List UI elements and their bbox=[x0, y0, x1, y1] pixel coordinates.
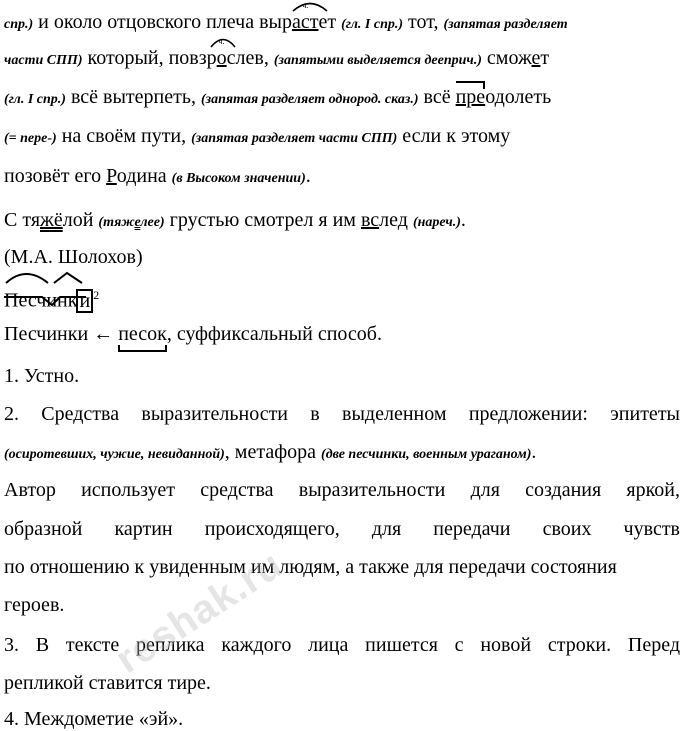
item-3-line-2 bbox=[4, 671, 680, 695]
derivation-line bbox=[4, 322, 680, 346]
text-run: лой bbox=[62, 209, 99, 231]
grammar-note: (гл. I спр.) bbox=[4, 92, 66, 107]
morpheme-word bbox=[4, 283, 99, 313]
grammar-note: (нареч.) bbox=[412, 215, 461, 230]
item-2-line-2 bbox=[4, 440, 680, 467]
prefix-mark: пре bbox=[455, 86, 486, 108]
root-suffix-arc-icon bbox=[4, 269, 96, 289]
ending-box: и bbox=[76, 289, 93, 313]
underlined-letter: е bbox=[531, 47, 541, 69]
text-line-2 bbox=[4, 37, 680, 73]
alternation-mark: ч. bbox=[302, 1, 309, 10]
text-run: всё bbox=[418, 86, 456, 108]
item-2-line-5 bbox=[4, 555, 680, 579]
underlined-letter: Р bbox=[106, 165, 117, 187]
note-letter: е bbox=[134, 215, 141, 230]
grammar-note: (= пере-) bbox=[4, 131, 57, 146]
item-text: репликой ставится тире. bbox=[4, 672, 211, 694]
item-text: 3. В тексте реплика каждого лица пишется с новой строки. Перед bbox=[4, 634, 680, 656]
grammar-note: (осиротевших, чужие, невиданной) bbox=[4, 447, 225, 462]
text-run: если к этому bbox=[397, 125, 511, 147]
text-run: С тя bbox=[4, 209, 41, 231]
text-run: одина bbox=[116, 165, 172, 187]
author-line bbox=[4, 245, 680, 269]
grammar-note: спр.) bbox=[4, 17, 34, 32]
text-line-5 bbox=[4, 164, 680, 191]
morpheme-line bbox=[4, 283, 680, 313]
item-2-line-6 bbox=[4, 593, 680, 617]
alternation-mark: ч. bbox=[218, 37, 225, 46]
grammar-note: (гл. I спр.) bbox=[341, 17, 404, 32]
text-run: лед bbox=[379, 209, 413, 231]
text-run: слев, bbox=[226, 47, 274, 69]
root-letters: о bbox=[216, 47, 227, 69]
grammar-note bbox=[98, 215, 164, 230]
item-text: образной картин происходящего, для передачи своих чувств bbox=[4, 518, 680, 540]
text-run: всё вытерпеть, bbox=[65, 86, 201, 108]
text-line-6 bbox=[4, 208, 680, 235]
item-text: по отношению к увиденным им людям, а также для передачи состояния bbox=[4, 556, 617, 578]
text-run: ет bbox=[318, 11, 342, 33]
root-letters: аст bbox=[291, 11, 319, 33]
underlined-letters: вс bbox=[360, 209, 380, 231]
item-4 bbox=[4, 707, 680, 731]
grammar-note: (запятая разделяет bbox=[443, 17, 568, 32]
root-arc-icon bbox=[292, 0, 328, 12]
base-word: песок bbox=[118, 323, 167, 345]
text-run: на своём пути, bbox=[56, 125, 192, 147]
text-line-3 bbox=[4, 85, 680, 112]
grammar-note: (две песчинки, военным ураганом) bbox=[321, 447, 532, 462]
text-run: грустью смотрел я им bbox=[164, 209, 361, 231]
root-mark bbox=[216, 37, 227, 70]
item-text: героев. bbox=[4, 594, 65, 616]
root-mark bbox=[291, 1, 319, 34]
grammar-note: (запятая разделяет части СПП) bbox=[191, 131, 398, 146]
item-text: 2. Средства выразительности в выделенном предложении: эпитеты bbox=[4, 403, 680, 425]
text-run: одолеть bbox=[485, 86, 552, 108]
text-run: . bbox=[531, 441, 537, 463]
text-run: смож bbox=[481, 47, 532, 69]
text-line-4 bbox=[4, 124, 680, 151]
text-run: который, повзр bbox=[82, 47, 217, 69]
item-1 bbox=[4, 364, 680, 388]
underlined-letters: жё bbox=[40, 209, 63, 231]
grammar-note: (запятая разделяет однород. сказ.) bbox=[200, 92, 419, 107]
item-text: Автор использует средства выразительности для создания яркой, bbox=[4, 479, 680, 501]
grammar-note: (в Высоком значении) bbox=[171, 171, 306, 186]
text-run: тот, bbox=[403, 11, 444, 33]
text-run: . bbox=[460, 209, 466, 231]
text-run: . bbox=[305, 165, 311, 187]
grammar-note: части СПП) bbox=[4, 53, 83, 68]
item-text: 1. Устно. bbox=[4, 365, 80, 387]
watermark: reshak.ru bbox=[108, 542, 291, 683]
text-run: , суффиксальный способ. bbox=[166, 323, 382, 345]
text-run: позовёт его bbox=[4, 165, 107, 187]
text-run: , метафора bbox=[224, 441, 322, 463]
text-run: т bbox=[540, 47, 550, 69]
item-text: 4. Междометие «эй». bbox=[4, 708, 184, 730]
grammar-note: (запятыми выделяется дееприч.) bbox=[273, 53, 482, 68]
note-part: лее) bbox=[140, 215, 165, 230]
note-part: (тяж bbox=[98, 215, 135, 230]
morpheme-stem: Песчинк bbox=[4, 289, 78, 312]
text-run: Песчинки ← bbox=[4, 323, 119, 345]
text-run: и около отцовского плеча выр bbox=[33, 11, 292, 33]
ending-mark: 2 bbox=[93, 288, 100, 302]
text-line-1 bbox=[4, 1, 680, 37]
author-text: (М.А. Шолохов) bbox=[4, 246, 143, 268]
